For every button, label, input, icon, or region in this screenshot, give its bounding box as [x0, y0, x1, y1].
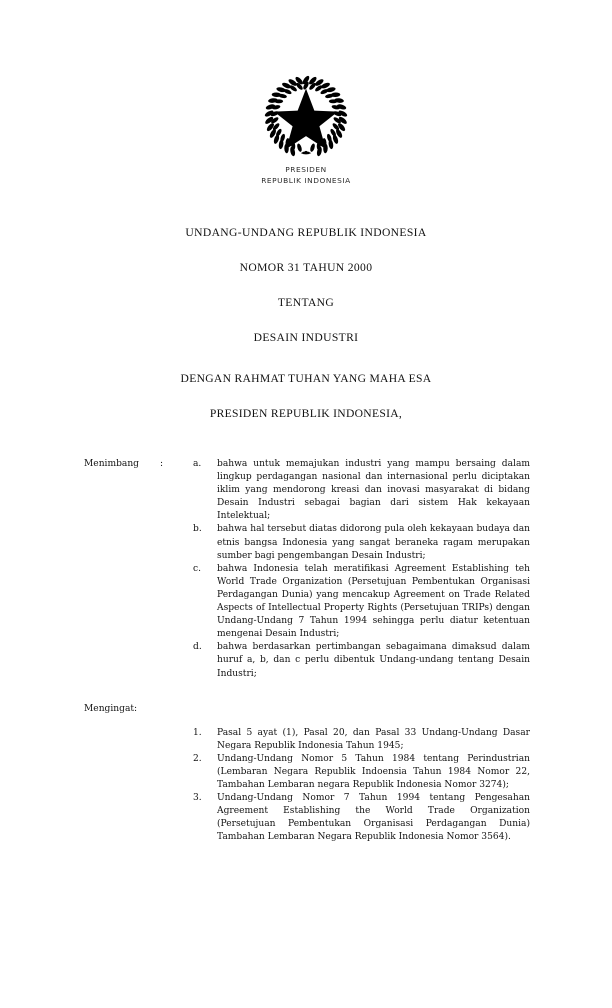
section-mengingat: [84, 703, 530, 845]
list-item-text: bahwa berdasarkan pertimbangan sebagaimana dimaksud dalam huruf a, b, dan c perlu dibentuk Undang-undang tentang Desain Industri;: [217, 642, 530, 679]
emblem-caption: [0, 165, 612, 186]
list-item: [193, 792, 530, 844]
list-item-marker: d.: [193, 642, 202, 653]
list-item: [193, 641, 530, 680]
menimbang-label: Menimbang: [84, 459, 140, 469]
title-number: NOMOR 31 TAHUN 2000: [239, 261, 373, 274]
list-item: [193, 523, 530, 562]
preamble-block: [0, 372, 612, 420]
list-item-text: Undang-Undang Nomor 7 Tahun 1994 tentang Pengesahan Agreement Establishing the World Trade Organization (Persetujuan Pembentukan Organisasi Perdagangan Dunia) Tambahan Lembaran Negara Republik Indonesia Nomor 3564).: [217, 793, 530, 843]
title-law-type: UNDANG-UNDANG REPUBLIK INDONESIA: [185, 226, 427, 239]
list-item-text: bahwa Indonesia telah meratifikasi Agreement Establishing teh World Trade Organization (Persetujuan Pembentukan Organisasi Perdagangan Dunia) yang mencakup Agreement on Trade Related Aspects of Intellectual Property Rights (Persetujuan TRIPs) dengan Undang-Undang 7 Tahun 1994 sehingga perlu diatur ketentuan mengenai Desain Industri;: [217, 563, 530, 640]
document-title-block: [0, 226, 612, 344]
menimbang-items: [193, 458, 530, 681]
presidential-emblem-block: [0, 74, 612, 186]
title-about-label: TENTANG: [277, 296, 335, 309]
list-item-text: Pasal 5 ayat (1), Pasal 20, dan Pasal 33 Undang-Undang Dasar Negara Republik Indonesia Tahun 1945;: [217, 727, 530, 751]
list-item-marker: 2.: [193, 753, 202, 764]
indonesia-presidential-seal-star-wreath-icon: [263, 74, 349, 160]
list-item-marker: 1.: [193, 727, 202, 738]
mengingat-items: [193, 727, 530, 845]
title-subject: DESAIN INDUSTRI: [253, 331, 359, 344]
list-item: [193, 753, 530, 792]
mengingat-label: Mengingat:: [84, 703, 138, 714]
list-item: [193, 458, 530, 523]
list-item-marker: b.: [193, 524, 202, 535]
list-item-text: Undang-Undang Nomor 5 Tahun 1984 tentang Perindustrian (Lembaran Negara Republik Indoensia Tahun 1984 Nomor 22, Tambahan Lembaran negara Republik Indonesia Nomor 3274);: [217, 753, 530, 791]
preamble-invocation: DENGAN RAHMAT TUHAN YANG MAHA ESA: [180, 372, 432, 385]
clauses-container: [84, 458, 530, 845]
preamble-president: PRESIDEN REPUBLIK INDONESIA,: [209, 407, 403, 420]
emblem-caption-line-1: PRESIDEN: [285, 165, 327, 174]
list-item: [193, 727, 530, 753]
list-item-text: bahwa untuk memajukan industri yang mampu bersaing dalam lingkup perdagangan nasional dan internasional perlu diciptakan iklim yang mendorong kreasi dan inovasi masyarakat di bidang Desain Industri sebagai bagian dari sistem Hak kekayaan Intelektual;: [217, 459, 530, 522]
emblem-caption-line-2: REPUBLIK INDONESIA: [261, 175, 351, 185]
list-item-marker: a.: [193, 459, 202, 469]
list-item: [193, 563, 530, 642]
list-item-marker: c.: [193, 563, 201, 574]
section-menimbang: [84, 458, 530, 681]
list-item-text: bahwa hal tersebut diatas didorong pula oleh kekayaan budaya dan etnis bangsa Indonesia yang sangat beraneka ragam merupakan sumber bagi pengembangan Desain Industri;: [217, 524, 530, 561]
list-item-marker: 3.: [193, 793, 202, 804]
menimbang-colon: :: [160, 459, 164, 469]
